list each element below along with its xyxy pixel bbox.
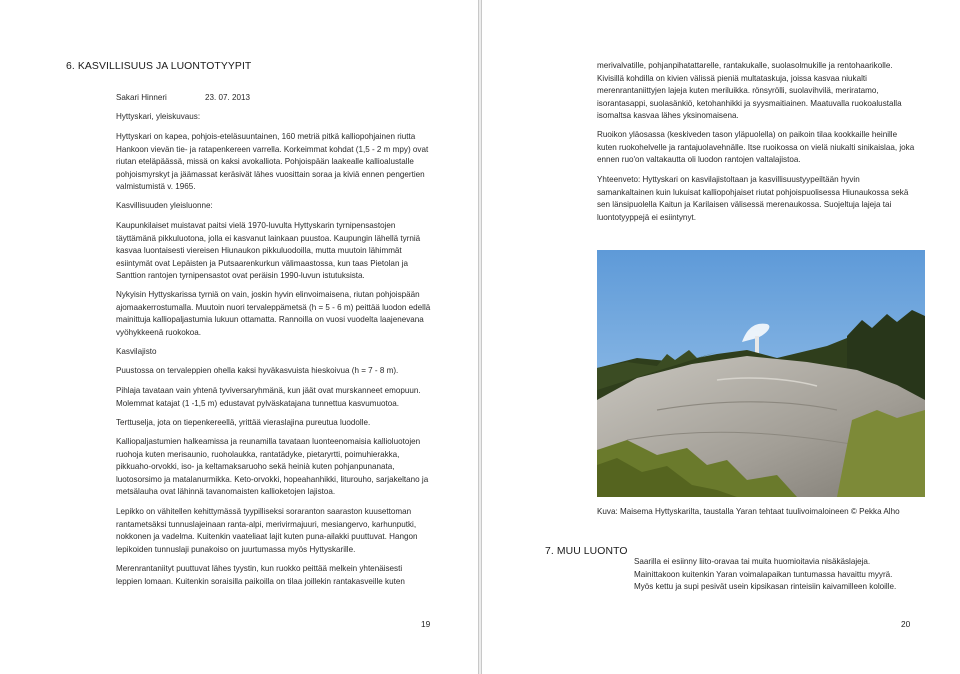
text-line: riutan eteläpäässä, missä on kaksi avokalliota. Pohjoispään laakealle kallioalustalle (116, 157, 414, 167)
text-line: vyöhykkeenä ruokokoa. (116, 327, 202, 337)
text-line: luontotyyppejä ei esiintynyt. (597, 212, 696, 222)
page-number-left: 19 (421, 619, 431, 629)
text-line: ajomaakerrostumalla. Muutoin nuori tervaleppämetsä (h = 5 - 6 m) peittää luodon edellä (116, 302, 431, 312)
text-line: Kivisillä kohdilla on kivien välissä pieniä multataskuja, joissa kasvaa niukalti (597, 73, 867, 83)
text-line: ennen ruo'on valtakautta oli luodon rantojen valtalajistoa. (597, 155, 801, 165)
text-line: Lepikko on vähitellen kehittymässä tyypilliseksi soraranton saaraston kuusettoman (116, 507, 412, 516)
paragraph-rock-flora (116, 436, 456, 499)
paragraph-alder-forest (116, 506, 456, 556)
text-line: isorantasappi, suolasänkiö, ketohanhikki ja syysmaitiainen. Maatuvalla ruokoalustalla (597, 98, 902, 108)
text-line: merenrantaniittyjen lajeja kuten meriluikka. rönsyrölli, suolavihvilä, meriratamo, (597, 86, 879, 96)
text-line: pikkuaho-orvokki, iso- ja keltamaksaruoho sekä heinià kuten pohjanpunanata, (116, 462, 395, 472)
text-line: kuten ruokohelvelle ja rantajuolavehnälle. Itse ruoikossa on vielä niukalti sinikaislaa, joka (597, 142, 915, 152)
section-title-vegetation: 6. KASVILLISUUS JA LUONTOTYYPIT (66, 61, 252, 72)
text-line: leppien lomaan. Kuitenkin soraisilla paikoilla on tilaa joillekin rantakasveille kuten (116, 576, 405, 586)
text-line: merivalvatille, pohjanpihatattarelle, rantakukalle, suolasolmukille ja rentohaarikolle. (597, 61, 893, 70)
text-line: Ruoikon yläosassa (keskiveden tason yläpuolella) on paikoin tilaa kookkaille heinille (597, 130, 898, 139)
text-line: rantametsäksi tunnuslajeinaan ranta-alpi, merivirmajuuri, mesiangervo, karhunputki, (116, 519, 417, 529)
text-line: lepikoiden tunnuslaji punakoiso on juurtumassa myös Hyttyskarille. (116, 544, 356, 554)
paragraph-reed-bed (597, 129, 942, 167)
left-page (0, 0, 479, 674)
text-line: Hyttyskari on kapea, pohjois-eteläsuuntainen, 160 metriä pitkä kalliopohjainen riutta (116, 132, 416, 141)
text-line: Kasvilajisto (116, 347, 157, 356)
text-line: Kalliopaljastumien halkeamissa ja reunamilla tavataan luonteenomaisia kallioluotojen (116, 437, 421, 446)
paragraph-heading-character (116, 200, 213, 213)
text-line: luotosorsimo ja matalanurmikka. Keto-orvokki, hopeahanhikki, liturouho, sarjakeltano ja (116, 474, 429, 484)
text-line: Kasvillisuuden yleisluonne: (116, 201, 213, 210)
paragraph-shore-species (597, 60, 942, 123)
text-line: Myös kettu ja supi pesivät usein kipsikasan rinteisiin kaivamilleen koloille. (634, 582, 897, 592)
landscape-photo (597, 250, 925, 497)
paragraph-rowan (116, 385, 456, 410)
paragraph-description (116, 131, 456, 194)
text-line: samankaltainen kuin lukuisat kalliopohjaiset riutat pohjoispuolisessa Hiunaukossa sekä (597, 187, 909, 197)
paragraph-meadows (116, 563, 456, 588)
paragraph-history (116, 220, 456, 283)
text-line: isomaltsa kasvaa lähes yksinomaisena. (597, 111, 739, 121)
text-line: nokkonen ja vadelma. Kuitenkin vaateliaat lajit kuten puna-ailakki puuttuvat. Hangon (116, 532, 418, 542)
text-line: sen länsipuolella Kaitun ja Karilaisen välisessä merenaukossa. Suojeltuja lajeja tai (597, 200, 892, 210)
text-line: Saarilla ei esiinny liito-oravaa tai muita huomioitavia nisäkäslajeja. (634, 557, 871, 566)
paragraph-elder (116, 417, 456, 430)
page-number-right: 20 (901, 619, 911, 629)
text-line: mainittuja kalliopaljastumia lukuun ottamatta. Rannoilla on vuosi vuodelta laajenevana (116, 315, 424, 325)
text-line: täyttämänä pikkuluotona, jolla ei kasvanut lainkaan puustoa. Kaupungin lähellä tyrniä (116, 233, 421, 243)
section-title-other-nature: 7. MUU LUONTO (545, 546, 628, 557)
text-line: pohjoismyrskyt ja jäämassat keräsivät lähes vuosittain soraa ja kiviä ennen pengertien (116, 169, 425, 179)
text-line: Molemmat katajat (1 -1,5 m) edustavat pylväskatajana tunnettua kasvumuotoa. (116, 398, 399, 408)
text-line: kasvaa luontaisesti viereisen Hiunaukon pikkuluodoilla, mutta muutoin lähimmät (116, 246, 402, 256)
text-line: valmistumistä v. 1965. (116, 182, 196, 192)
text-line: Pihlaja tavataan vain yhtenä tyviversaryhmänä, kun jäät ovat murskanneet emopuun. (116, 386, 421, 395)
paragraph-heading-species (116, 346, 157, 359)
survey-date: 23. 07. 2013 (205, 93, 251, 102)
landscape-photo-icon (597, 250, 925, 497)
paragraph-trees (116, 365, 456, 378)
text-line: metsälauha ovat lähinnä tavanomaisten kallioketojen lajistoa. (116, 487, 336, 497)
text-line: Merenrantaniityt puuttuvat lähes tyystin, kun ruokko peittää melkein yhtenäisesti (116, 564, 403, 573)
text-line: ruohoja kuten merisaunio, ruoholaukka, rantatädyke, pietaryrtti, poimuhierakka, (116, 449, 400, 459)
paragraph-current (116, 289, 456, 339)
right-page (481, 0, 960, 674)
text-line: Mainittakoon kuitenkin Yaran voimalapaikan tuntumassa havaittu myyrä. (634, 569, 893, 579)
subheading-overview: Hyttyskari, yleiskuvaus: (116, 112, 201, 121)
photo-caption: Kuva: Maisema Hyttyskarilta, taustalla Yaran tehtaat tuulivoimaloineen © Pekka Alho (597, 507, 900, 516)
paragraph-summary (597, 174, 942, 224)
text-line: Yhteenveto: Hyttyskari on kasvilajistoltaan ja kasvillisuustyypeiltään hyvin (597, 175, 860, 184)
author-name: Sakari Hinneri (116, 93, 167, 102)
text-line: Hankoon vievän tie- ja ratapenkereen varrella. Korkeimmat kohdat (1,5 - 2 m mpy) ovat (116, 144, 429, 154)
text-line: Puustossa on tervaleppien ohella kaksi hyväkasvuista hieskoivua (h = 7 - 8 m). (116, 366, 399, 375)
text-line: Nykyisin Hyttyskarissa tyrniä on vain, joskin hyvin elinvoimaisena, riutan pohjoispään (116, 290, 420, 299)
text-line: Santtion rantojen tyrnipensastot ovat peräisin 1990-luvun istutuksista. (116, 271, 365, 281)
text-line: esiintymät ovat Lepäisten ja Putsaarenkurkun välimaastossa, kun taas Pietolan ja (116, 258, 408, 268)
text-line: Kaupunkilaiset muistavat paitsi vielä 1970-luvulta Hyttyskarin tyrnipensastojen (116, 221, 396, 230)
paragraph-mammals (634, 556, 954, 594)
text-line: Terttuselja, jota on tiepenkereellä, yrittää vieraslajina pureutua luodolle. (116, 418, 371, 427)
